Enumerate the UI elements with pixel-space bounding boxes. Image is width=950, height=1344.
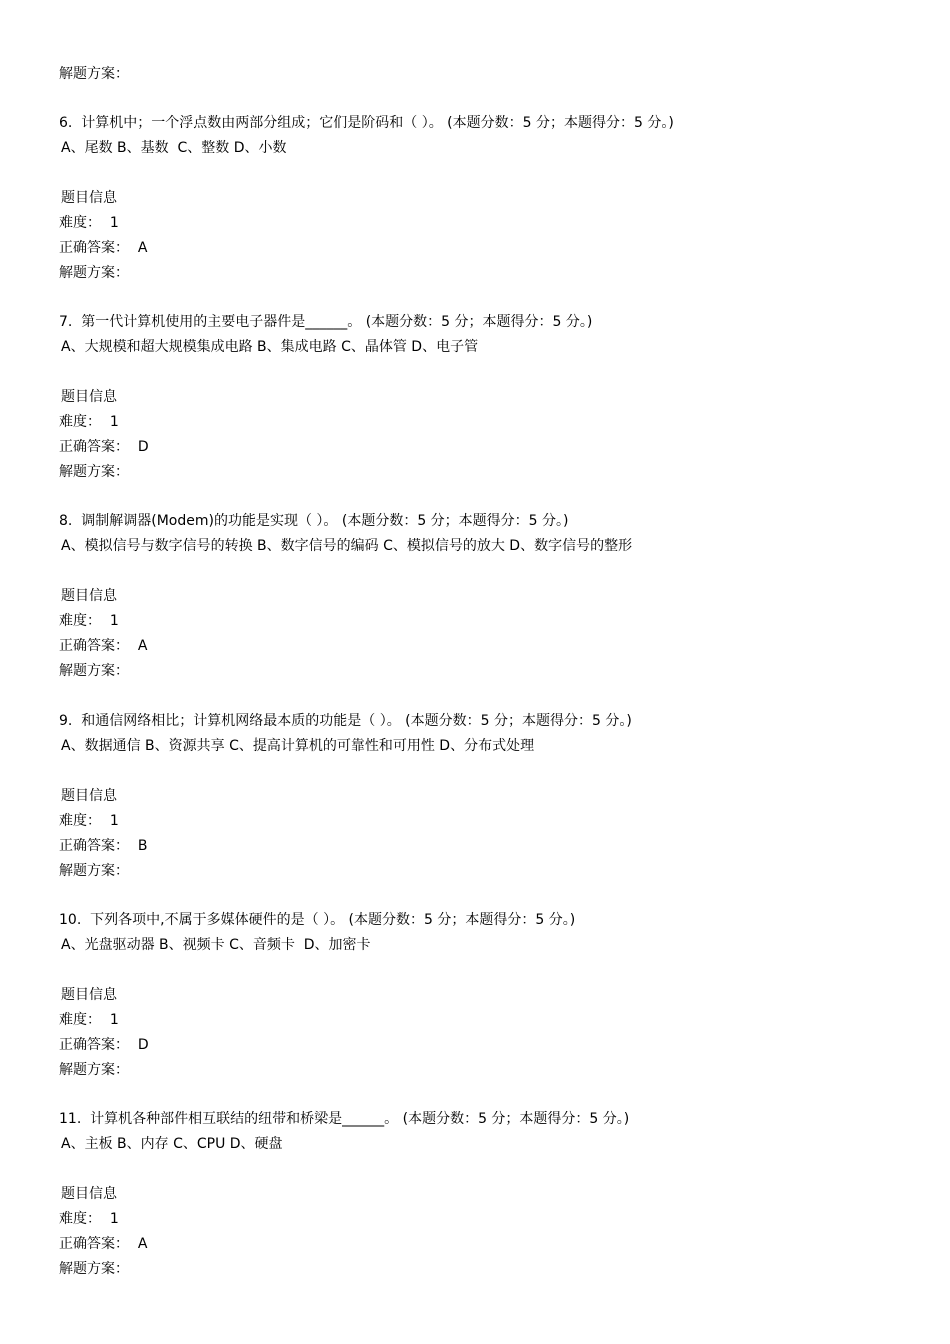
question-difficulty: 难度： 1	[59, 215, 119, 231]
question-correct-answer: 正确答案： A	[59, 240, 148, 256]
question-solution-label: 解题方案：	[59, 464, 129, 480]
question-difficulty: 难度： 1	[59, 813, 119, 829]
question-title: 11. 计算机各种部件相互联结的纽带和桥梁是______。 (本题分数：5 分；本题得分：5 分。)	[59, 1111, 630, 1127]
solution-label: 解题方案：	[59, 66, 129, 82]
question-difficulty: 难度： 1	[59, 1012, 119, 1028]
question-difficulty: 难度： 1	[59, 414, 119, 430]
question-title: 9. 和通信网络相比；计算机网络最本质的功能是（ ）。 (本题分数：5 分；本题得分：5 分。)	[59, 713, 632, 729]
question-correct-answer: 正确答案： A	[59, 1236, 148, 1252]
question-title: 10. 下列各项中,不属于多媒体硬件的是（ ）。 (本题分数：5 分；本题得分：5 分。)	[59, 912, 576, 928]
question-info-label: 题目信息	[61, 588, 117, 604]
question-correct-answer: 正确答案： B	[59, 838, 148, 854]
question-title: 8. 调制解调器(Modem)的功能是实现（ ）。 (本题分数：5 分；本题得分：5 分。)	[59, 513, 569, 529]
question-info-label: 题目信息	[61, 1186, 117, 1202]
question-correct-answer: 正确答案： D	[59, 1037, 149, 1053]
question-correct-answer: 正确答案： A	[59, 638, 148, 654]
question-difficulty: 难度： 1	[59, 613, 119, 629]
question-options: A、大规模和超大规模集成电路 B、集成电路 C、晶体管 D、电子管	[61, 339, 479, 355]
question-info-label: 题目信息	[61, 987, 117, 1003]
question-correct-answer: 正确答案： D	[59, 439, 149, 455]
question-info-label: 题目信息	[61, 190, 117, 206]
question-info-label: 题目信息	[61, 389, 117, 405]
question-title: 7. 第一代计算机使用的主要电子器件是______。 (本题分数：5 分；本题得分：5 分。)	[59, 314, 593, 330]
question-solution-label: 解题方案：	[59, 663, 129, 679]
question-options: A、数据通信 B、资源共享 C、提高计算机的可靠性和可用性 D、分布式处理	[61, 738, 535, 754]
question-solution-label: 解题方案：	[59, 265, 129, 281]
question-options: A、主板 B、内存 C、CPU D、硬盘	[61, 1136, 283, 1152]
question-options: A、光盘驱动器 B、视频卡 C、音频卡 D、加密卡	[61, 937, 371, 953]
question-solution-label: 解题方案：	[59, 1261, 129, 1277]
question-options: A、尾数 B、基数 C、整数 D、小数	[61, 140, 287, 156]
question-solution-label: 解题方案：	[59, 1062, 129, 1078]
question-difficulty: 难度： 1	[59, 1211, 119, 1227]
question-solution-label: 解题方案：	[59, 863, 129, 879]
question-options: A、模拟信号与数字信号的转换 B、数字信号的编码 C、模拟信号的放大 D、数字信号的整形	[61, 538, 633, 554]
question-info-label: 题目信息	[61, 788, 117, 804]
question-title: 6. 计算机中；一个浮点数由两部分组成；它们是阶码和（ ）。 (本题分数：5 分；本题得分：5 分。)	[59, 115, 674, 131]
